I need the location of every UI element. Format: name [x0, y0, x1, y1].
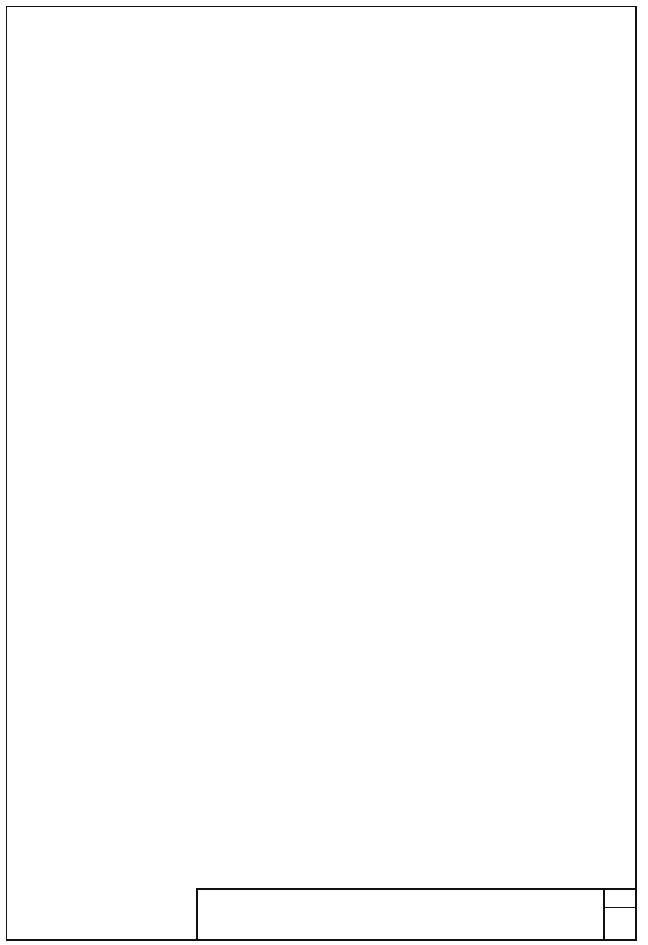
sheet-cell-divider [603, 907, 637, 908]
frame-bottom [6, 939, 637, 941]
frame-right [635, 6, 637, 941]
title-block-top [196, 888, 637, 890]
frame-top [6, 6, 637, 7]
frame-left [6, 6, 7, 941]
title-block-left [196, 888, 198, 941]
sheet-cell-left [603, 888, 605, 941]
